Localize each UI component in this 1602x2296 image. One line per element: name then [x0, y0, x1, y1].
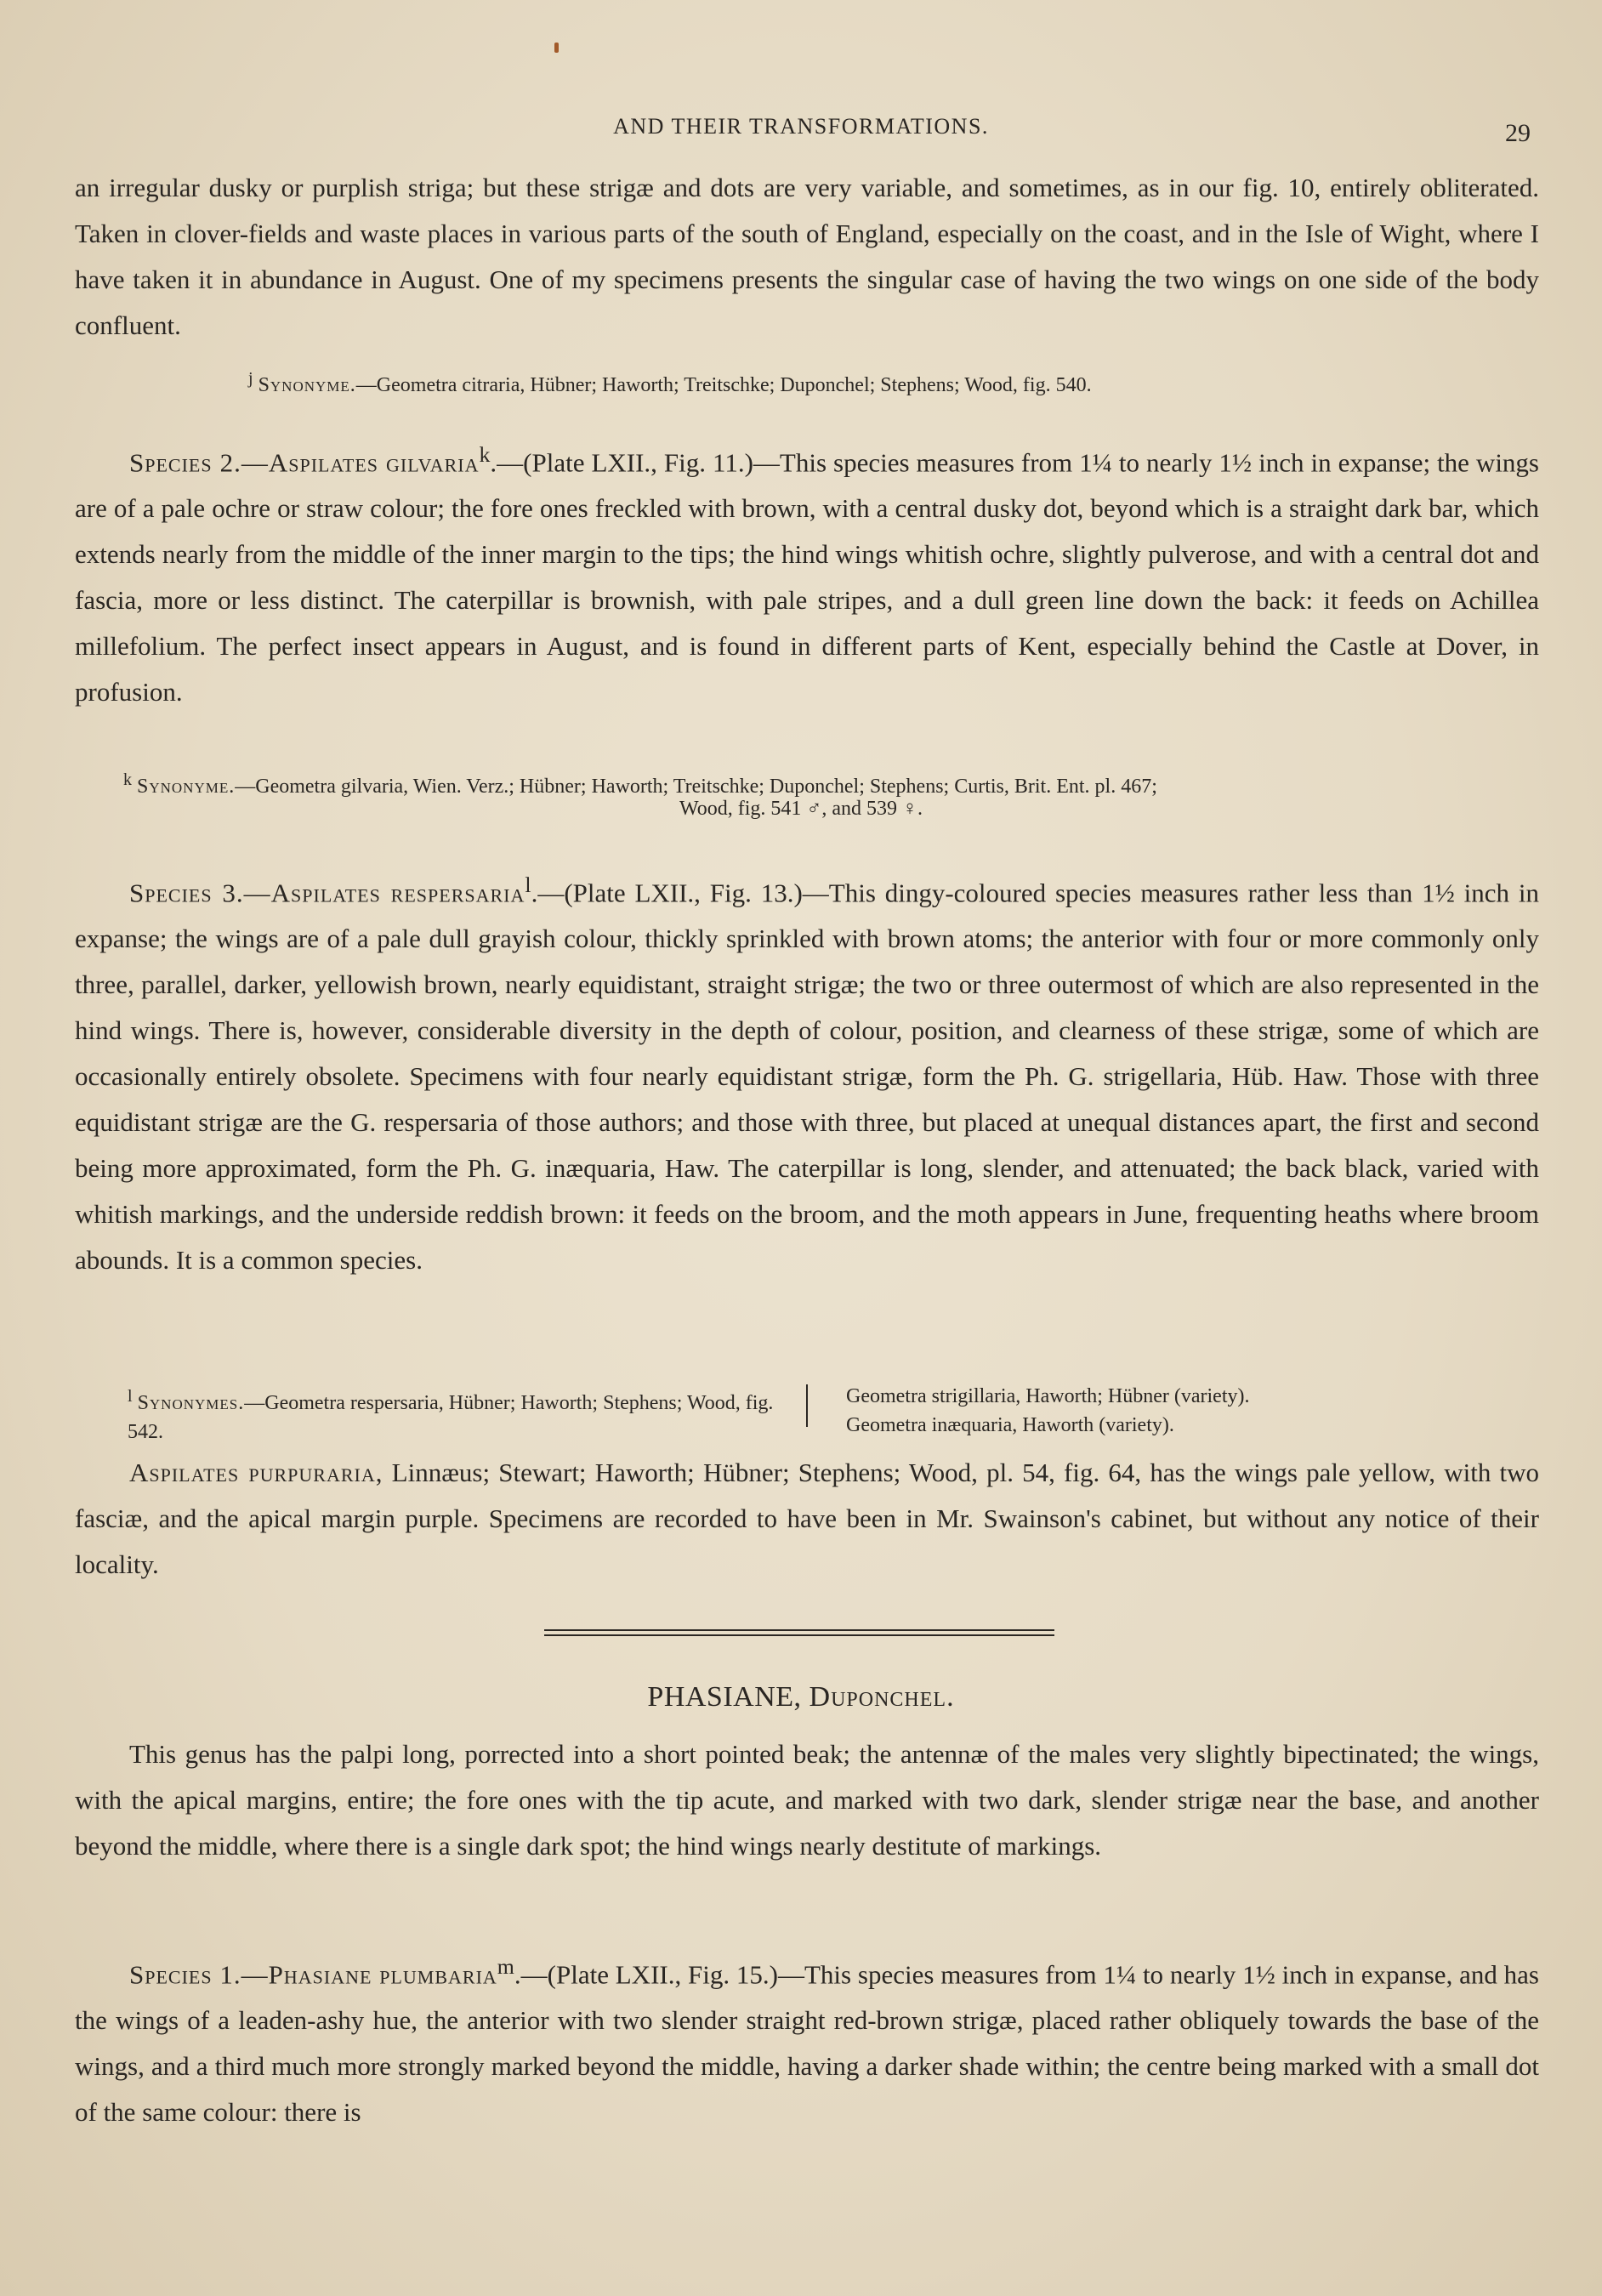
footnote-k-continuation: Wood, fig. 541 ♂, and 539 ♀.	[679, 798, 923, 820]
genus-heading	[0, 1681, 1602, 1713]
species-heading: Species 3.—Aspilates respersaria	[129, 878, 525, 908]
species-text: .—(Plate LXII., Fig. 11.)—This species measures from 1¼ to nearly 1½ inch in expanse; the wings are of a pale ochre or straw colour; the fore ones freckled with brown, with a central dusky dot, beyond which is a straight dark bar, which extends nearly from the middle of the inner margin to the tips; the hind wings whitish ochre, slightly pulverose, and with a central dot and fascia, more or less distinct. The caterpillar is brownish, with pale stripes, and a dull green line down the back: it feeds on Achillea millefolium. The perfect insect appears in August, and is found in different parts of Kent, especially behind the Castle at Dover, in profusion.	[75, 447, 1539, 708]
paragraph-continuation: an irregular dusky or purplish striga; but these strigæ and dots are very variable, and sometimes, as in our fig. 10, entirely obliterated. Taken in clover-fields and waste places in various parts of the south of England, especially on the coast, and in the Isle of Wight, where I have taken it in abundance in August. One of my specimens presents the singular case of having the two wings on one side of the body confluent.	[75, 173, 1539, 340]
footnote-ref: k	[479, 442, 491, 467]
footnote-line: Geometra strigillaria, Haworth; Hübner (variety).	[846, 1385, 1250, 1407]
species-heading: Aspilates purpuraria,	[129, 1458, 383, 1487]
species-3-paragraph	[75, 862, 1539, 1283]
purpuraria-paragraph	[75, 1450, 1539, 1588]
page-mark	[554, 43, 559, 53]
species-text: .—(Plate LXII., Fig. 15.)—This species measures from 1¼ to nearly 1½ inch in expanse, and has the wings of a leaden-ashy hue, the anterior with two slender straight red-brown strigæ, placed rather obliquely towards the base of the wings, and a third much more strongly marked beyond the middle, having a darker shade within; the centre being marked with a small dot of the same colour: there is	[75, 1959, 1539, 2128]
species-heading: Species 2.—Aspilates gilvaria	[129, 447, 480, 478]
page-number: 29	[1505, 119, 1531, 147]
footnote-ref: m	[497, 1954, 514, 1979]
footnote-label: Synonyme.	[137, 776, 236, 798]
species-heading: Species 1.—Phasiane plumbaria	[129, 1959, 497, 1990]
genus-author: Duponchel.	[809, 1681, 955, 1713]
genus-name: PHASIANE,	[647, 1681, 802, 1713]
footnote-j	[248, 364, 1439, 400]
footnote-mark: k	[123, 770, 132, 789]
species-text: .—(Plate LXII., Fig. 13.)—This dingy-coloured species measures rather less than 1½ inch in expanse; the wings are of a pale dull grayish colour, thickly sprinkled with brown atoms; the anterior with four or more commonly only three, parallel, darker, yellowish brown, nearly equidistant, straight strigæ; the two or three outermost of which are also represented in the hind wings. There is, however, considerable diversity in the depth of colour, position, and clearness of these strigæ, some of which are occasionally entirely obsolete. Specimens with four nearly equidistant strigæ, form the Ph. G. strigellaria, Hüb. Haw. Those with three equidistant strigæ are the G. respersaria of those authors; and those with three, but placed at unequal distances apart, the first and second being more approximated, form the Ph. G. inæquaria, Haw. The caterpillar is long, slender, and attenuated; the back black, varied with whitish markings, and the underside reddish brown: it feeds on the broom, and the moth appears in June, frequenting heaths where broom abounds. It is a common species.	[75, 878, 1539, 1276]
species-1-paragraph	[75, 1944, 1539, 2135]
footnote-ref: l	[525, 872, 531, 897]
running-head: AND THEIR TRANSFORMATIONS.	[613, 114, 989, 139]
footnote-l-right	[846, 1382, 1509, 1440]
footnote-mark: j	[248, 369, 253, 388]
species-2-paragraph	[75, 432, 1539, 715]
footnote-text: —Geometra citraria, Hübner; Haworth; Treitschke; Duponchel; Stephens; Wood, fig. 540.	[355, 374, 1092, 396]
footnote-line: Geometra inæquaria, Haworth (variety).	[846, 1414, 1174, 1436]
footnote-label: Synonymes.	[137, 1392, 245, 1414]
footnote-l-left	[128, 1382, 791, 1446]
footnote-mark: l	[128, 1387, 133, 1406]
footnote-text: —Geometra respersaria, Hübner; Haworth; Stephens; Wood, fig. 542.	[128, 1392, 774, 1443]
section-rule-bottom	[544, 1634, 1054, 1636]
footnote-label: Synonyme.	[258, 374, 356, 396]
footnote-text: —Geometra gilvaria, Wien. Verz.; Hübner; Haworth; Treitschke; Duponchel; Stephens; Curtis, Brit. Ent. pl. 467;	[235, 776, 1157, 798]
genus-description: This genus has the palpi long, porrected into a short pointed beak; the antennæ of the males very slightly bipectinated; the wings, with the apical margins, entire; the fore ones with the tip acute, and marked with two dark, slender strigæ near the base, and another beyond the middle, where there is a single dark spot; the hind wings nearly destitute of markings.	[75, 1739, 1539, 1861]
section-rule-top	[544, 1629, 1054, 1631]
species-text: Linnæus; Stewart; Haworth; Hübner; Stephens; Wood, pl. 54, fig. 64, has the wings pale yellow, with two fasciæ, and the apical margin purple. Specimens are recorded to have been in Mr. Swainson's cabinet, but without any notice of their locality.	[75, 1458, 1539, 1579]
footnote-divider	[806, 1384, 808, 1427]
